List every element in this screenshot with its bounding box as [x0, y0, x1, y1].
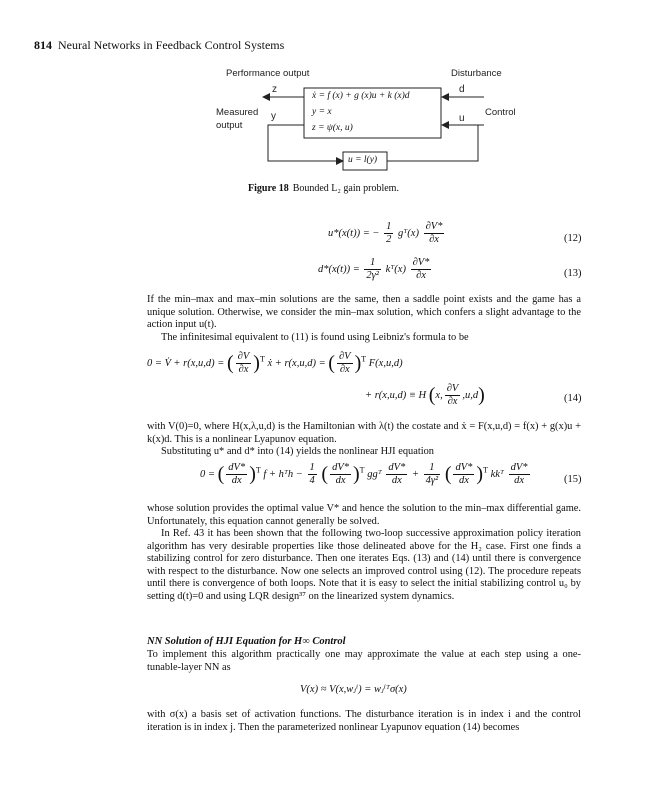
label-disturbance: Disturbance: [451, 68, 502, 79]
label-d: d: [459, 84, 465, 95]
control-feedback-line: [387, 125, 478, 161]
paragraph-implement: To implement this algorithm practically one may approximate the value at each step using a one-tunable-layer NN as: [147, 649, 581, 673]
caption-text: Bounded L₂ gain problem.: [292, 183, 399, 194]
equation-12: u*(x(t)) = − $\frac{1}{2}$ gᵀ(x) $\frac{\partial V*}{\partial x}$: [328, 221, 443, 246]
paragraph-basis-functions: with σ(x) a basis set of activation functions. The disturbance iteration is in index i and the control iteration is in index j. Then the parameterized nonlinear Lyapunov equation (14) becomes: [147, 709, 581, 733]
equation-number-12: (12): [564, 233, 582, 244]
nn-approximation-equation: V(x) ≈ V(x,wⱼⁱ) = wⱼⁱᵀσ(x): [300, 684, 407, 695]
label-z: z: [272, 84, 277, 95]
paragraph-hamiltonian: with V(0)=0, where H(x,λ,u,d) is the Hamiltonian with λ(t) the costate and ẋ = F(x,u,d) = f(x) + g(x)u + k(x)d. This is a nonlinear Lyapunov equation.: [147, 421, 581, 445]
paragraph-substituting: Substituting u* and d* into (14) yields the nonlinear HJI equation: [161, 446, 435, 457]
system-equation-output: y = x: [312, 107, 332, 117]
system-equation-performance: z = ψ(x, u): [312, 123, 353, 133]
label-control: Control: [485, 107, 516, 118]
equation-number-14: (14): [564, 393, 582, 404]
equation-14-line-1: 0 = V̇ + r(x,u,d) = ( $\frac{\partial V}{\partial x}$ )$^T$ ẋ + r(x,u,d) = ( $\frac{\partial V}{\partial x}$ )$^T$ F(x,u,d): [147, 351, 403, 376]
figure-caption: [0, 183, 647, 194]
paragraph-saddle-point: If the min–max and max–min solutions are the same, then a saddle point exists and the game has a unique solution. Otherwise, we consider the min–max solution, which confers a slight advantage to the action input u(t).: [147, 294, 581, 331]
caption-label: Figure 18: [248, 183, 289, 194]
equation-15: 0 = ( $\frac{dV*}{dx}$ )$^T$ f + hᵀh − $\frac{1}{4}$ ( $\frac{dV*}{dx}$ )$^T$ ggᵀ $\frac{dV*}{dx}$ + $\frac{1}{\text{4γ²}}$ ( $\frac{dV*}{dx}$ )$^T$ kkᵀ $\frac{dV*}{dx}$: [200, 462, 528, 487]
equation-number-13: (13): [564, 268, 582, 279]
paragraph-optimal-value: whose solution provides the optimal value V* and hence the solution to the min–max differential game. Unfortunately, this equation cannot generally be solved.: [147, 503, 581, 527]
system-equation-state: ẋ = f (x) + g (x)u + k (x)d: [312, 91, 410, 101]
label-performance-output: Performance output: [226, 68, 310, 79]
label-measured: Measured: [216, 107, 259, 118]
paragraph-infinitesimal: The infinitesimal equivalent to (11) is found using Leibniz's formula to be: [161, 332, 469, 343]
label-u: u: [459, 113, 465, 124]
running-title: Neural Networks in Feedback Control Systems: [58, 38, 285, 52]
label-output: output: [216, 120, 243, 131]
label-y: y: [271, 111, 276, 122]
equation-13: d*(x(t)) = $\frac{1}{\text{2γ²}}$ kᵀ(x) $\frac{\partial V*}{\partial x}$: [318, 257, 430, 282]
page-number: 814: [34, 38, 52, 52]
equation-14-line-2: + r(x,u,d) ≡ H (x, $\frac{\partial V}{\partial x}$ ,u,d): [365, 383, 485, 408]
controller-equation: u = l(y): [348, 155, 378, 165]
paragraph-policy-iteration: In Ref. 43 it has been shown that the following two-loop successive approximation policy iteration algorithm has very desirable properties like those delineated above for the H₂ case. First one finds a stabilizing control for zero disturbance. Then one iterates Eqs. (13) and (14) until there is convergence with respect to the disturbance. Now one selects an improved control using (12). The procedure repeats until there is convergence of both loops. Note that it is easy to select the initial stabilizing control u₀ by setting d(t)=0 and using LQR design³⁷ on the linearized system dynamics.: [147, 528, 581, 602]
section-heading: NN Solution of HJI Equation for H∞ Control: [147, 636, 346, 647]
equation-number-15: (15): [564, 474, 582, 485]
